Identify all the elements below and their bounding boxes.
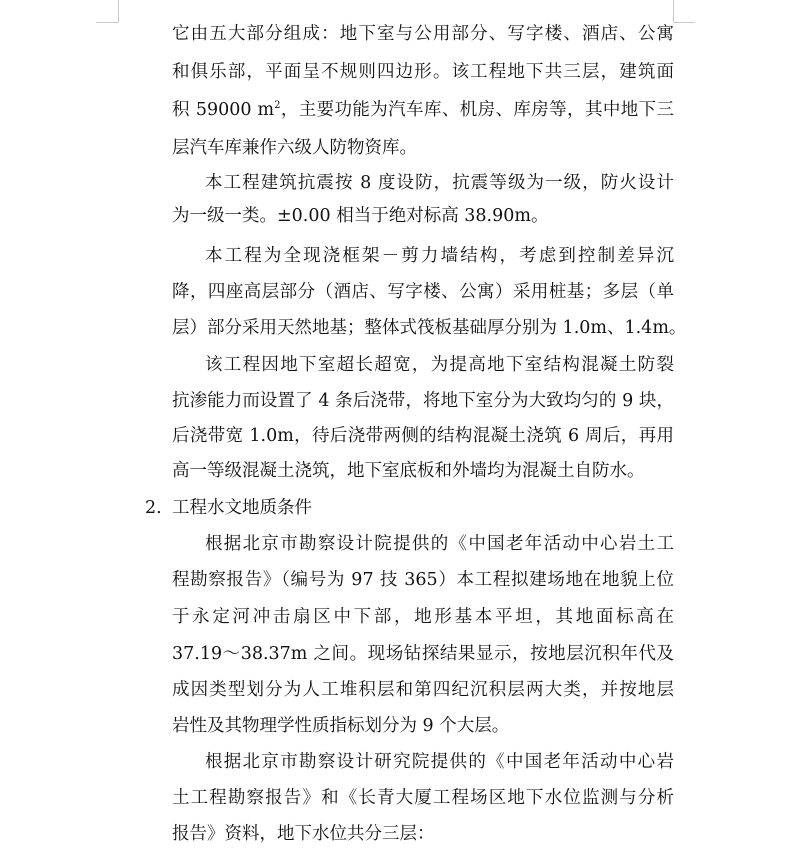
text-line: 于永定河冲击扇区中下部，地形基本平坦，其地面标高在 — [172, 607, 674, 627]
text-line: 土工程勘察报告》和《长青大厦工程场区地下水位监测与分析 — [172, 788, 674, 808]
text-line: 岩性及其物理学性质指标划分为 9 个大层。 — [172, 716, 510, 736]
text-line: 报告》资料，地下水位共分三层： — [172, 824, 435, 844]
section-heading — [145, 488, 312, 528]
text-line: 本工程为全现浇框架－剪力墙结构，考虑到控制差异沉 — [205, 246, 674, 266]
text-fragment: 积 59000 m — [172, 100, 275, 120]
text-line: 根据北京市勘察设计院提供的《中国老年活动中心岩土工 — [205, 534, 674, 554]
text-line: 后浇带宽 1.0m，待后浇带两侧的结构混凝土浇筑 6 周后，再用 — [172, 426, 674, 446]
crop-mark — [96, 22, 118, 23]
section-number: 2. — [145, 498, 162, 518]
text-line: 它由五大部分组成：地下室与公用部分、写字楼、酒店、公寓 — [172, 24, 674, 44]
text-line: 降，四座高层部分（酒店、写字楼、公寓）采用桩基；多层（单 — [172, 282, 674, 302]
crop-mark — [673, 22, 695, 23]
text-line: 37.19～38.37m 之间。现场钻探结果显示，按地层沉积年代及 — [172, 644, 674, 664]
text-line: 该工程因地下室超长超宽，为提高地下室结构混凝土防裂 — [205, 355, 674, 375]
text-line: 高一等级混凝土浇筑，地下室底板和外墙均为混凝土自防水。 — [172, 461, 645, 481]
text-line: 成因类型划分为人工堆积层和第四纪沉积层两大类，并按地层 — [172, 680, 674, 700]
text-line: 层）部分采用天然地基；整体式筏板基础厚分别为 1.0m、1.4m。 — [172, 318, 687, 338]
text-line: 程勘察报告》（编号为 97 技 365）本工程拟建场地在地貌上位 — [172, 570, 674, 590]
superscript: 2 — [274, 100, 281, 112]
text-line: 层汽车库兼作六级人防物资库。 — [172, 138, 417, 158]
text-line: 为一级一类。±0.00 相当于绝对标高 38.90m。 — [172, 206, 549, 226]
text-line — [172, 90, 674, 130]
section-title: 工程水文地质条件 — [172, 498, 312, 518]
text-line: 本工程建筑抗震按 8 度设防，抗震等级为一级，防火设计 — [205, 173, 674, 193]
text-line: 根据北京市勘察设计研究院提供的《中国老年活动中心岩 — [205, 752, 674, 772]
crop-mark — [118, 0, 119, 22]
text-line: 抗渗能力而设置了 4 条后浇带，将地下室分为大致均匀的 9 块， — [172, 391, 674, 411]
text-fragment: ，主要功能为汽车库、机房、库房等，其中地下三 — [280, 100, 675, 120]
text-line: 和俱乐部，平面呈不规则四边形。该工程地下共三层，建筑面 — [172, 62, 674, 82]
